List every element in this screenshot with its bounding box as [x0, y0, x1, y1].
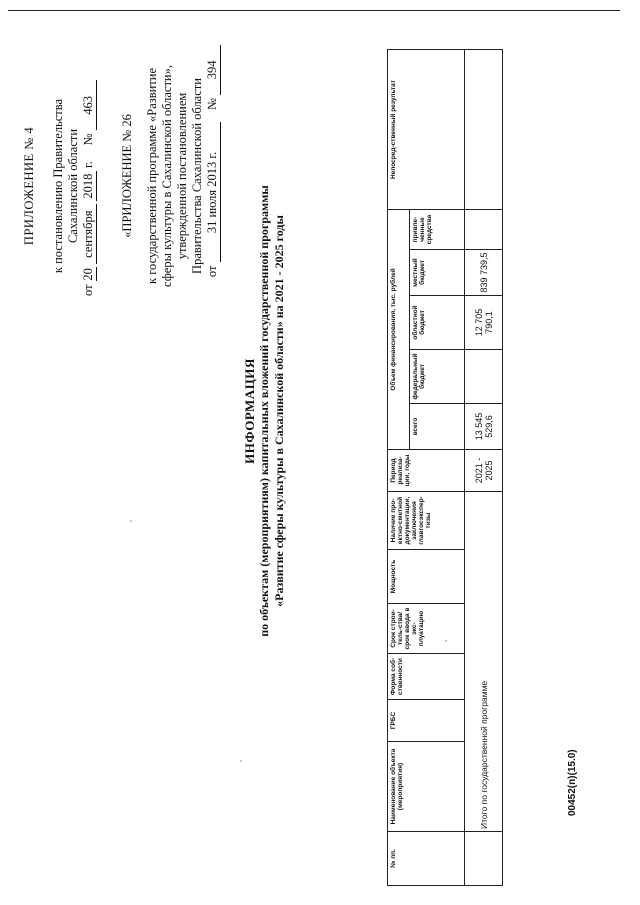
table-row — [465, 50, 503, 886]
appendix2-line4: Правительства Сахалинской области — [190, 78, 204, 274]
appendix-date-prefix: от — [81, 284, 95, 296]
appendix-num-label: № — [81, 133, 95, 146]
appendix-line2: Сахалинской области — [66, 128, 80, 244]
appendix2-date-prefix: от — [205, 265, 219, 278]
appendix-header — [22, 36, 97, 336]
heading-line1: по объектам (мероприятиям) капитальных вложений государственной программы — [257, 185, 271, 637]
appendix-line1: к постановлению Правительства — [51, 98, 65, 274]
appendix-year-suffix: г. — [81, 161, 95, 168]
header-design: Наличие про-ектно-сметной документации, заключения главгосэкспер-тизы — [388, 492, 465, 550]
appendix2-line1: к государственной программе «Развитие — [145, 68, 159, 284]
appendix-date-year: 2018 — [81, 171, 97, 201]
header-local: местный бюджет — [410, 250, 465, 296]
appendix2-num-label: № — [205, 98, 219, 110]
header-result: Непосред-ственный результат — [388, 50, 465, 210]
appendix-number: 463 — [81, 80, 97, 130]
scan-speck — [130, 520, 132, 522]
header-regional: областной бюджет — [410, 296, 465, 350]
scan-speck — [445, 640, 447, 642]
header-ownership: Форма соб-ственности — [388, 654, 465, 700]
header-federal: федеральный бюджет — [410, 350, 465, 404]
header-period: Период реализа-ции, годы — [388, 450, 465, 492]
rotated-page — [12, 6, 622, 896]
total-row-regional: 12 705 790,1 — [465, 296, 503, 350]
appendix-date-line — [81, 36, 97, 336]
appendix2-date: 31 июля 2013 г. — [205, 122, 221, 262]
scan-speck — [240, 760, 242, 762]
appendix-title: ПРИЛОЖЕНИЕ № 4 — [22, 126, 36, 246]
header-funding: Объем финансирования, тыс. рублей — [388, 210, 410, 450]
total-row-federal — [465, 350, 503, 404]
appendix2-line3: утвержденной постановлением — [175, 92, 189, 260]
header-total: всего — [410, 404, 465, 450]
total-row-label: Итого по государственной программе — [465, 492, 503, 832]
header-name: Наименование объекта (мероприятия) — [388, 742, 465, 832]
header-num: № пп. — [388, 832, 465, 886]
total-row-total: 13 545 529,6 — [465, 404, 503, 450]
appendix2-title: «ПРИЛОЖЕНИЕ № 26 — [120, 114, 134, 238]
table-header-row — [388, 50, 410, 886]
appendix2-number: 394 — [205, 45, 221, 95]
total-row-local: 839 739,5 — [465, 250, 503, 296]
header-attracted: привле-ченные средства — [410, 210, 465, 250]
header-capacity: Мощность — [388, 550, 465, 604]
appendix2-date-line — [205, 16, 221, 336]
document-code: 00452(п)(15.0) — [567, 749, 578, 816]
appendix2-header — [120, 16, 221, 336]
header-grbs: ГРБС — [388, 700, 465, 742]
appendix2-line2: сферы культуры в Сахалинской области», — [160, 65, 174, 287]
capital-investment-table — [387, 49, 503, 886]
header-construction: Срок строи-тель-ства/срок ввода в экс-плуатацию — [388, 604, 465, 654]
appendix-date-day: 20 — [81, 268, 95, 281]
document-heading — [242, 176, 287, 646]
total-row-period: 2021 - 2025 — [465, 450, 503, 492]
total-row-result — [465, 50, 503, 210]
heading-title: ИНФОРМАЦИЯ — [242, 358, 257, 464]
heading-line2: «Развитие сферы культуры в Сахалинской области» на 2021 - 2025 годы — [272, 215, 286, 607]
total-row-attracted — [465, 210, 503, 250]
appendix-date-month: сентября — [81, 204, 97, 264]
